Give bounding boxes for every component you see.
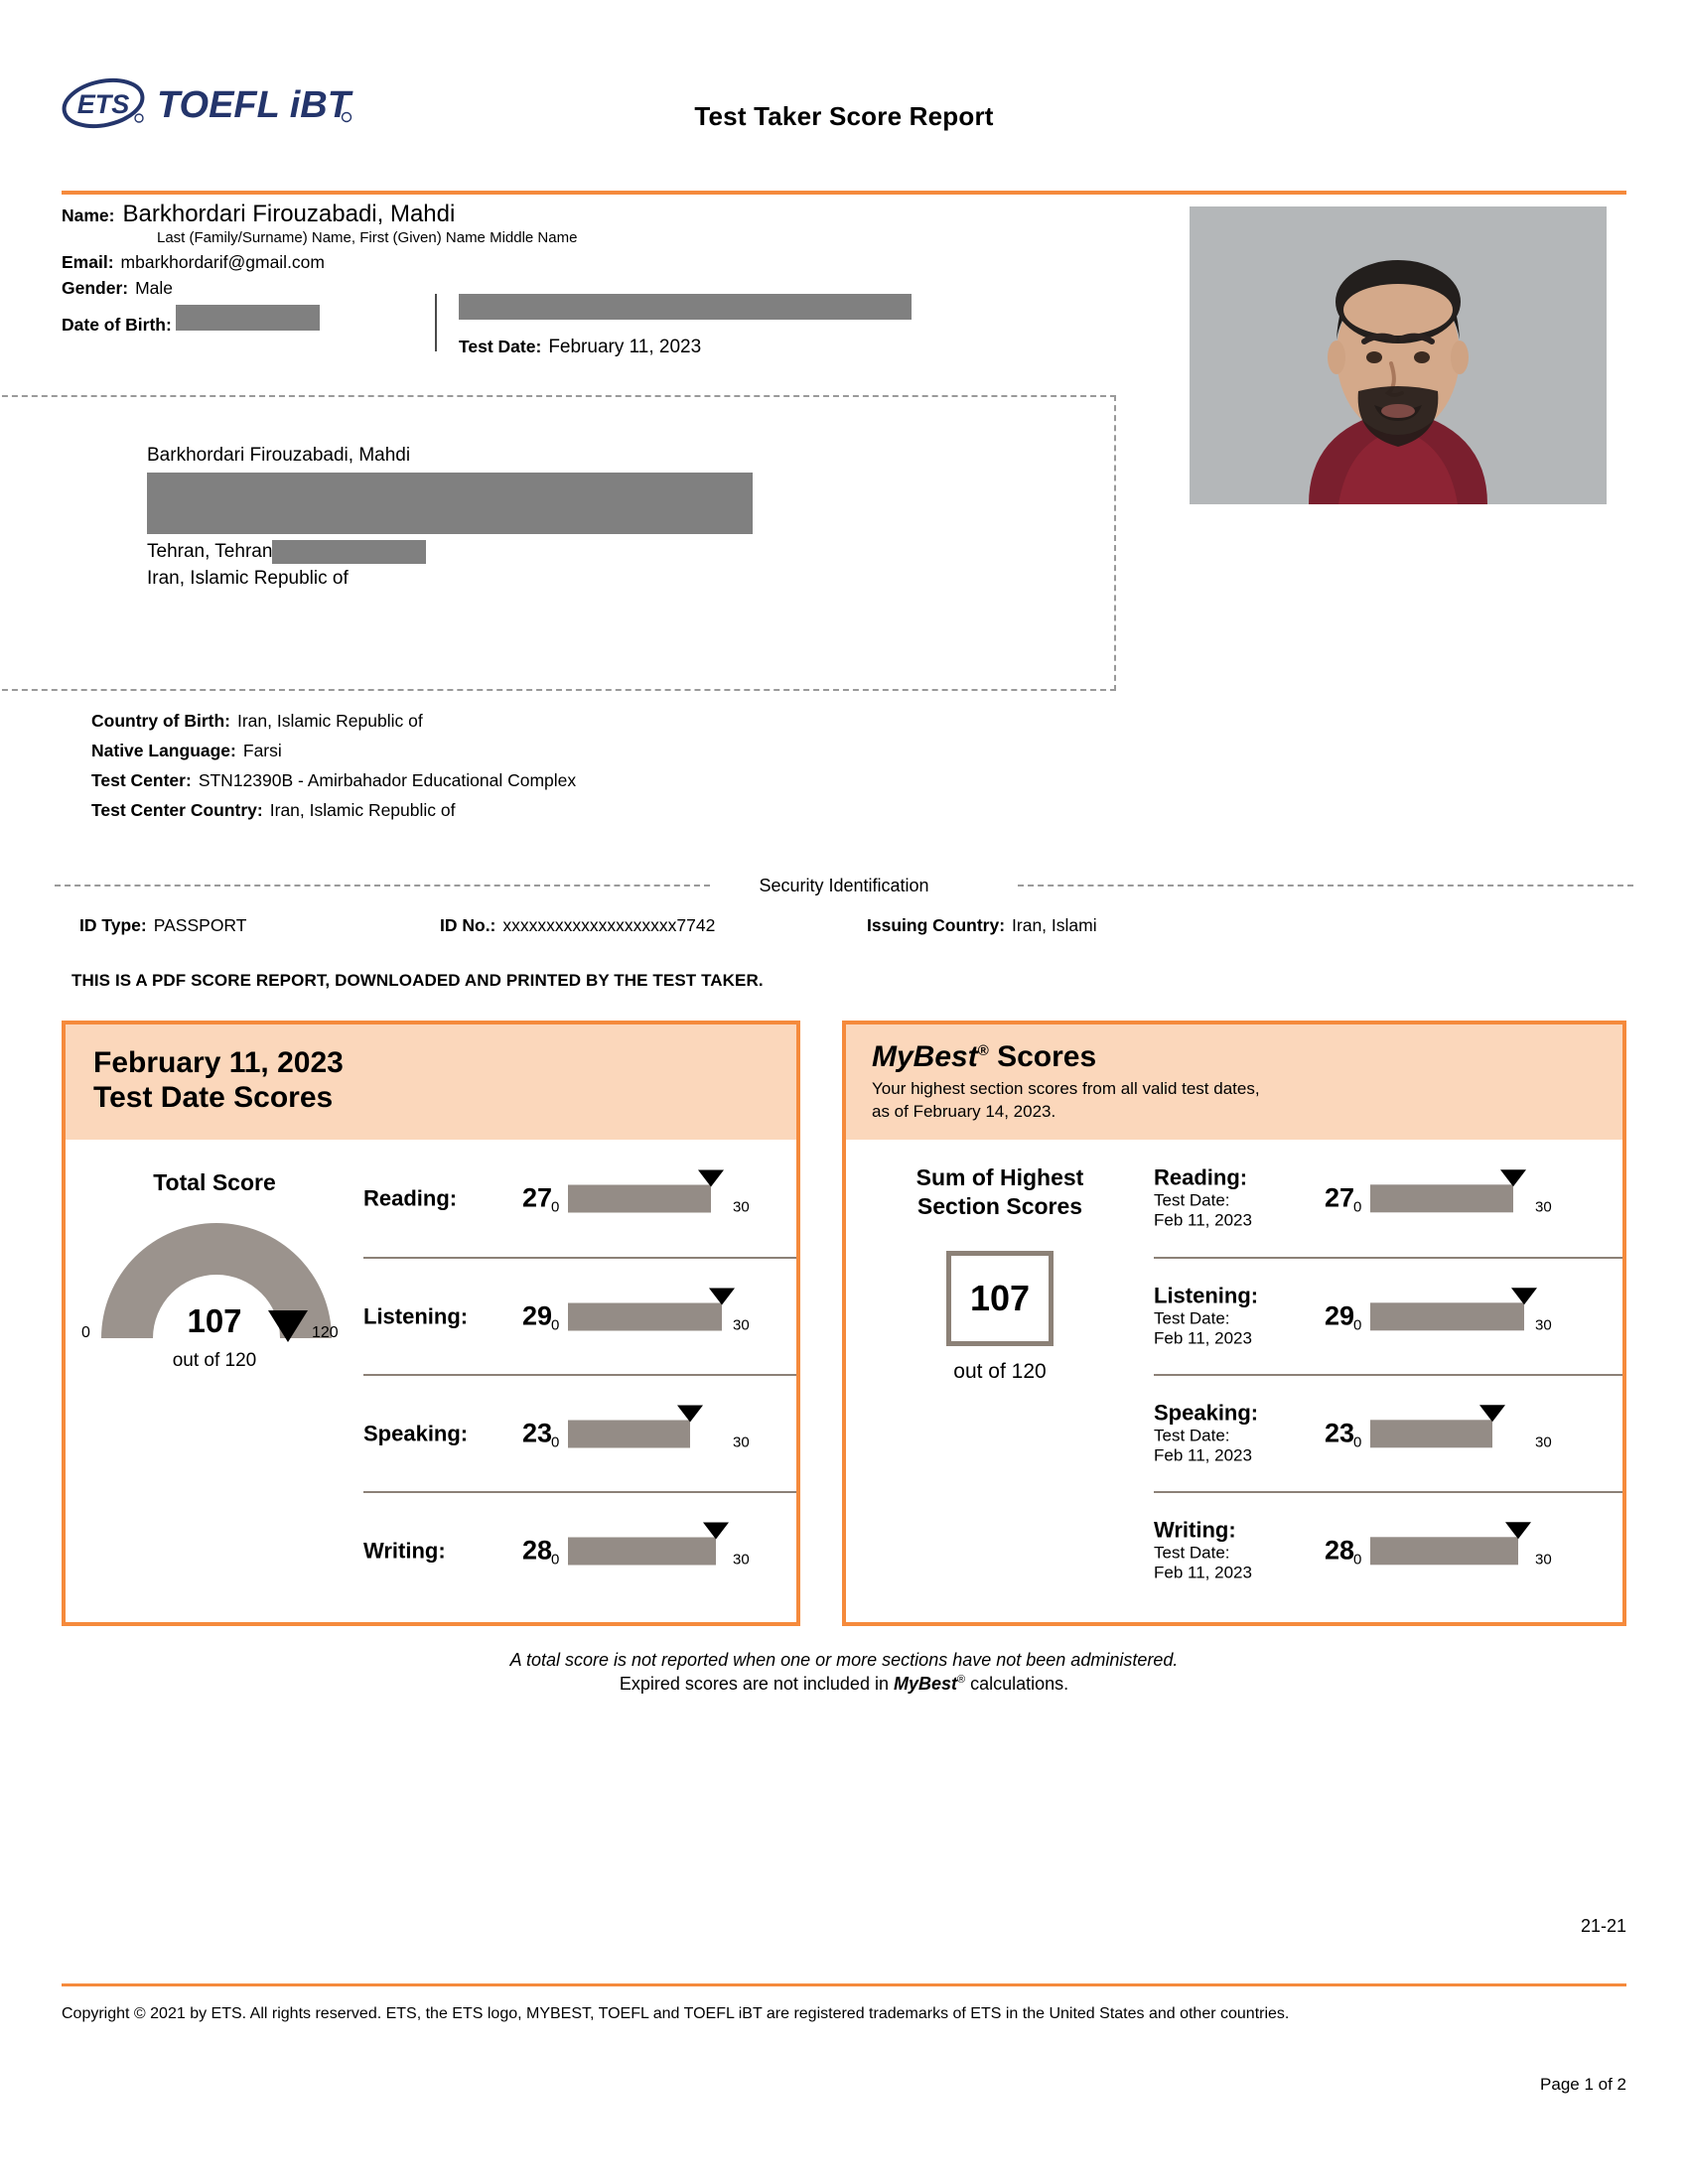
email-label: Email:: [62, 252, 114, 272]
address-block: [147, 442, 753, 593]
footnote-pre: Expired scores are not included in: [619, 1674, 894, 1694]
section-score-row: [363, 1491, 796, 1608]
mybest-section-row-inner: [1154, 1401, 1622, 1465]
mybest-section-row-inner: [1154, 1518, 1622, 1582]
country-of-birth-row: [91, 711, 576, 732]
score-bar-group: [1353, 1184, 1552, 1215]
gauge-max-label: 120: [312, 1324, 339, 1341]
total-score-value: 107: [187, 1302, 242, 1339]
score-bar-marker: [709, 1288, 735, 1304]
section-name: Speaking:: [363, 1421, 469, 1445]
dob-label: Date of Birth:: [62, 315, 172, 335]
score-bar-group: [551, 1184, 750, 1215]
section-name: Reading:: [1154, 1164, 1248, 1190]
mybest-panel-title: [872, 1040, 1622, 1074]
sum-of-highest-column: [846, 1140, 1154, 1626]
issuing-country-label: Issuing Country:: [867, 915, 1006, 935]
issuing-country-row: [867, 915, 1097, 936]
score-bar-marker: [698, 1169, 724, 1186]
test-taker-photo: [1190, 206, 1607, 504]
section-score-row: [363, 1374, 796, 1491]
section-test-date-label: Test Date:: [1154, 1307, 1230, 1327]
test-date-label: Test Date:: [459, 337, 542, 356]
id-number-label: ID No.:: [440, 915, 496, 935]
score-panels: [62, 1021, 1626, 1626]
native-language-label: Native Language:: [91, 741, 236, 760]
score-bar-group: [551, 1420, 750, 1450]
sum-out-of: out of 120: [953, 1360, 1047, 1383]
score-bar-group: [551, 1537, 750, 1568]
security-identification-title: Security Identification: [714, 876, 974, 896]
name-label: Name:: [62, 205, 115, 225]
email-value: mbarkhordarif@gmail.com: [120, 252, 325, 272]
section-score-value: 28: [1324, 1535, 1354, 1566]
section-name: Listening:: [1154, 1283, 1259, 1308]
sum-of-highest-label: [846, 1163, 1154, 1221]
section-name: Writing:: [1154, 1517, 1236, 1543]
identity-vertical-divider: [435, 294, 437, 351]
footnote-registered-mark: ®: [957, 1674, 966, 1686]
id-type-row: [79, 915, 246, 936]
test-date-value: February 11, 2023: [548, 337, 702, 357]
issuing-country-value: Iran, Islami: [1012, 915, 1097, 935]
mybest-section-name-block: [1154, 1518, 1303, 1582]
page-title: Test Taker Score Report: [694, 101, 994, 131]
score-bar-fill: [1370, 1420, 1492, 1447]
page-number: Page 1 of 2: [1540, 2075, 1626, 2094]
section-score-row: [363, 1140, 796, 1257]
bar-max-label: 30: [733, 1316, 750, 1333]
test-date-upper-redaction: [459, 294, 912, 320]
score-bar-group: [1353, 1537, 1552, 1568]
score-bar-marker: [1505, 1522, 1531, 1539]
gender-label: Gender:: [62, 278, 129, 298]
separator-line-left: [55, 885, 710, 887]
mybest-wordmark: MyBest: [872, 1040, 978, 1073]
bar-min-label: 0: [551, 1316, 560, 1333]
score-bar-marker: [1479, 1405, 1505, 1422]
score-bar-fill: [1370, 1184, 1513, 1212]
bar-max-label: 30: [733, 1433, 750, 1450]
bar-max-label: 30: [733, 1198, 750, 1215]
section-score-value: 27: [1324, 1182, 1354, 1213]
section-test-date-value: Feb 11, 2023: [1154, 1445, 1252, 1465]
test-date-panel-title-label: Test Date Scores: [93, 1080, 334, 1114]
score-bar-track: [1370, 1537, 1529, 1565]
test-center-row: [91, 770, 576, 791]
mybest-section-list: [1154, 1140, 1622, 1622]
score-bar-marker: [1511, 1288, 1537, 1304]
bar-min-label: 0: [1353, 1316, 1362, 1333]
score-bar-fill: [568, 1420, 690, 1447]
mybest-subtitle-line1: Your highest section scores from all valid test dates,: [872, 1079, 1260, 1098]
mybest-scores-panel: [842, 1021, 1626, 1626]
svg-text:ETS: ETS: [76, 89, 130, 119]
section-score-row: [363, 1257, 796, 1374]
address-city-state-text: Tehran, Tehran: [147, 540, 273, 562]
mybest-section-row-inner: [1154, 1165, 1622, 1230]
section-score-value: 23: [521, 1418, 552, 1448]
mybest-section-score-row: [1154, 1374, 1622, 1491]
country-of-birth-value: Iran, Islamic Republic of: [236, 711, 423, 731]
footnote-total-score: A total score is not reported when one or more sections have not been administered.: [509, 1650, 1179, 1670]
sum-of-highest-value: 107: [946, 1251, 1054, 1346]
bar-min-label: 0: [551, 1198, 560, 1215]
score-bar-track: [568, 1302, 727, 1330]
total-score-label: Total Score: [153, 1169, 276, 1195]
panel-footnotes: [0, 1650, 1688, 1695]
bar-min-label: 0: [1353, 1433, 1362, 1450]
email-row: [62, 252, 1114, 273]
mybest-panel-header: [846, 1024, 1622, 1140]
score-bar-track: [568, 1537, 727, 1565]
pdf-notice: THIS IS A PDF SCORE REPORT, DOWNLOADED AND PRINTED BY THE TEST TAKER.: [71, 971, 764, 990]
details-block: [91, 711, 576, 830]
test-date-panel-header: [66, 1024, 796, 1140]
page-code: 21-21: [1580, 1916, 1626, 1936]
report-header: [0, 0, 1688, 131]
section-test-date-label: Test Date:: [1154, 1189, 1230, 1209]
gender-value: Male: [135, 278, 174, 298]
test-center-country-label: Test Center Country:: [91, 800, 263, 820]
bar-max-label: 30: [733, 1551, 750, 1568]
section-name: Listening:: [363, 1303, 469, 1328]
section-score-row-inner: [363, 1183, 796, 1214]
score-bar-fill: [1370, 1537, 1518, 1565]
native-language-row: [91, 741, 576, 761]
section-test-date-value: Feb 11, 2023: [1154, 1210, 1252, 1230]
address-name: Barkhordari Firouzabadi, Mahdi: [147, 445, 411, 466]
address-street-redaction: [147, 473, 753, 534]
score-bar-fill: [568, 1184, 711, 1212]
gauge-min-label: 0: [81, 1324, 90, 1341]
bar-max-label: 30: [1535, 1198, 1552, 1215]
bar-max-label: 30: [1535, 1433, 1552, 1450]
test-date-section-list: [363, 1140, 796, 1622]
security-identification-separator: [55, 876, 1633, 895]
test-center-country-value: Iran, Islamic Republic of: [269, 800, 456, 820]
bar-max-label: 30: [1535, 1551, 1552, 1568]
score-bar-track: [1370, 1184, 1529, 1212]
mybest-section-score-row: [1154, 1140, 1622, 1257]
score-bar-fill: [1370, 1302, 1524, 1330]
total-score-out-of: out of 120: [172, 1350, 257, 1371]
section-score-row-inner: [363, 1419, 796, 1449]
score-bar-track: [1370, 1420, 1529, 1447]
mybest-section-name-block: [1154, 1401, 1303, 1465]
section-score-value: 23: [1324, 1418, 1354, 1448]
section-score-value: 28: [521, 1535, 552, 1566]
name-value: Barkhordari Firouzabadi, Mahdi: [122, 201, 456, 227]
bar-min-label: 0: [551, 1551, 560, 1568]
score-bar-marker: [703, 1522, 729, 1539]
sum-label-line2: Section Scores: [916, 1192, 1083, 1219]
score-bar-track: [568, 1420, 727, 1447]
section-name: Reading:: [363, 1185, 458, 1210]
total-score-gauge-column: [66, 1140, 363, 1626]
mybest-registered-mark: ®: [977, 1042, 989, 1059]
header-divider: [62, 191, 1626, 195]
section-score-value: 27: [521, 1182, 552, 1213]
test-date-row: [459, 337, 701, 358]
section-score-row-inner: [363, 1301, 796, 1332]
sum-label-line1: Sum of Highest: [915, 1164, 1084, 1190]
mybest-subtitle: [872, 1078, 1622, 1124]
id-number-row: [440, 915, 715, 936]
footer-divider: [62, 1983, 1626, 1986]
section-test-date-label: Test Date:: [1154, 1425, 1230, 1444]
test-date-panel-title-date: February 11, 2023: [93, 1046, 344, 1079]
test-center-country-row: [91, 800, 576, 821]
footnote-post: calculations.: [965, 1674, 1069, 1694]
footnote-mybest: MyBest: [893, 1674, 957, 1694]
section-score-row-inner: [363, 1536, 796, 1567]
separator-line-right: [1018, 885, 1633, 887]
section-name: Writing:: [363, 1538, 446, 1563]
copyright-text: Copyright © 2021 by ETS. All rights reserved. ETS, the ETS logo, MYBEST, TOEFL and TOEFL iBT are registered trademarks of ETS in the United States and other countries.: [62, 2005, 1290, 2022]
section-score-value: 29: [1324, 1300, 1354, 1331]
score-bar-group: [551, 1302, 750, 1333]
score-bar-track: [568, 1184, 727, 1212]
bar-max-label: 30: [1535, 1316, 1552, 1333]
mybest-subtitle-line2: as of February 14, 2023.: [872, 1101, 1056, 1121]
address-city-state: [147, 538, 753, 566]
id-type-value: PASSPORT: [153, 915, 247, 935]
footnote-expired-scores: [0, 1674, 1688, 1695]
name-row: [62, 201, 1114, 228]
mybest-section-row-inner: [1154, 1284, 1622, 1348]
score-bar-fill: [568, 1302, 722, 1330]
score-bar-group: [1353, 1420, 1552, 1450]
bar-min-label: 0: [551, 1433, 560, 1450]
mybest-section-score-row: [1154, 1257, 1622, 1374]
name-format-hint: Last (Family/Surname) Name, First (Given) Name Middle Name: [157, 229, 578, 246]
test-center-label: Test Center:: [91, 770, 192, 790]
id-number-value: xxxxxxxxxxxxxxxxxxxx7742: [502, 915, 716, 935]
id-type-label: ID Type:: [79, 915, 147, 935]
mybest-section-name-block: [1154, 1284, 1303, 1348]
svg-text:TOEFL iBT: TOEFL iBT: [157, 84, 351, 126]
mybest-section-name-block: [1154, 1165, 1303, 1230]
native-language-value: Farsi: [242, 741, 282, 760]
country-of-birth-label: Country of Birth:: [91, 711, 230, 731]
section-test-date-label: Test Date:: [1154, 1542, 1230, 1562]
section-test-date-value: Feb 11, 2023: [1154, 1328, 1252, 1348]
section-score-value: 29: [521, 1300, 552, 1331]
address-postal-redaction: [272, 540, 426, 564]
score-bar-marker: [677, 1405, 703, 1422]
mybest-title-rest: Scores: [988, 1040, 1097, 1073]
test-center-value: STN12390B - Amirbahador Educational Complex: [198, 770, 577, 790]
section-test-date-value: Feb 11, 2023: [1154, 1563, 1252, 1582]
score-bar-group: [1353, 1302, 1552, 1333]
score-bar-track: [1370, 1302, 1529, 1330]
bar-min-label: 0: [1353, 1198, 1362, 1215]
test-date-scores-panel: [62, 1021, 800, 1626]
score-bar-marker: [1500, 1169, 1526, 1186]
mybest-section-score-row: [1154, 1491, 1622, 1608]
dob-redaction: [176, 305, 320, 331]
address-country: Iran, Islamic Republic of: [147, 568, 349, 590]
score-bar-fill: [568, 1537, 716, 1565]
section-name: Speaking:: [1154, 1400, 1259, 1426]
bar-min-label: 0: [1353, 1551, 1362, 1568]
